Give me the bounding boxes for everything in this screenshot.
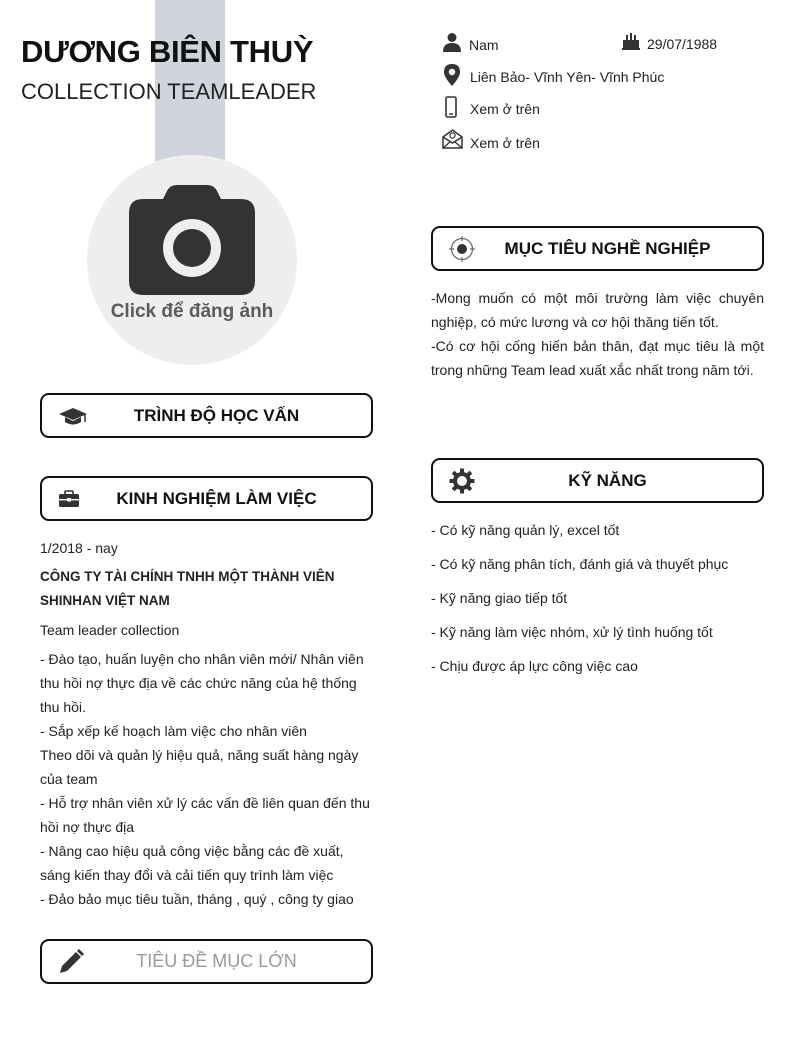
skills-list[interactable] bbox=[431, 518, 771, 678]
education-section-title: TRÌNH ĐỘ HỌC VẤN bbox=[133, 405, 300, 425]
photo-upload[interactable] bbox=[87, 155, 297, 365]
candidate-name[interactable]: DƯƠNG BIÊN THUỲ bbox=[21, 34, 314, 69]
skill-item: - Kỹ năng làm việc nhóm, xử lý tình huống tốt bbox=[431, 624, 713, 640]
objective-section-header[interactable] bbox=[431, 226, 764, 271]
birthday-value: 29/07/1988 bbox=[647, 36, 718, 52]
objective-line: -Mong muốn có một môi trường làm việc chuyên nghiệp, có mức lương và cơ hội thăng tiến tốt. bbox=[431, 290, 764, 330]
skill-item: - Kỹ năng giao tiếp tốt bbox=[431, 590, 568, 606]
duty-item: Theo dõi và quản lý hiệu quả, năng suất hàng ngày của team bbox=[40, 747, 359, 787]
objective-text[interactable] bbox=[431, 286, 764, 382]
birthday-cake-icon bbox=[622, 32, 640, 50]
experience-duties[interactable] bbox=[40, 647, 373, 911]
photo-caption: Click để đăng ảnh bbox=[110, 301, 274, 322]
contact-birthday[interactable] bbox=[622, 32, 717, 50]
duty-item: - Hỗ trợ nhân viên xử lý các vấn đề liên quan đến thu hồi nợ thực địa bbox=[40, 795, 370, 835]
skill-item: - Chịu được áp lực công việc cao bbox=[431, 658, 638, 674]
experience-role[interactable]: Team leader collection bbox=[40, 622, 180, 638]
objective-section-title: MỤC TIÊU NGHỀ NGHIỆP bbox=[504, 238, 711, 258]
candidate-title[interactable]: COLLECTION TEAMLEADER bbox=[21, 79, 317, 104]
address-value: Liên Bảo- Vĩnh Yên- Vĩnh Phúc bbox=[470, 69, 665, 85]
skills-section-header[interactable] bbox=[431, 458, 764, 503]
duty-item: - Nâng cao hiệu quả công việc bằng các đề xuất, sáng kiến thay đổi và cải tiến quy trình làm việc bbox=[40, 843, 344, 883]
contact-gender[interactable] bbox=[442, 32, 499, 52]
gender-value: Nam bbox=[469, 37, 499, 53]
objective-line: -Có cơ hội cống hiến bản thân, đạt mục tiêu là một trong những Team lead xuất xắc nhất trong năm tới. bbox=[431, 338, 764, 378]
experience-period[interactable]: 1/2018 - nay bbox=[40, 540, 118, 556]
experience-section-title: KINH NGHIỆM LÀM VIỆC bbox=[116, 488, 317, 508]
experience-section-header[interactable] bbox=[40, 476, 373, 521]
camera-icon bbox=[129, 185, 255, 295]
skills-section-title: KỸ NĂNG bbox=[568, 470, 647, 490]
phone-value: Xem ở trên bbox=[470, 101, 540, 117]
duty-item: - Sắp xếp kế hoạch làm việc cho nhân viên bbox=[40, 723, 307, 739]
duty-item: - Đảo bảo mục tiêu tuần, tháng , quý , công ty giao bbox=[40, 891, 354, 907]
email-value: Xem ở trên bbox=[470, 134, 540, 151]
mobile-phone-icon bbox=[444, 96, 458, 118]
contact-phone[interactable] bbox=[444, 96, 540, 118]
duty-item: - Đào tạo, huấn luyện cho nhân viên mới/ Nhân viên thu hồi nợ thực địa về các chức năng của hệ thống thu hồi. bbox=[40, 651, 364, 715]
person-icon bbox=[442, 32, 462, 52]
contact-email[interactable] bbox=[442, 128, 540, 149]
experience-company[interactable]: CÔNG TY TÀI CHÍNH TNHH MỘT THÀNH VIÊN SHINHAN VIỆT NAM bbox=[40, 569, 335, 608]
skill-item: - Có kỹ năng quản lý, excel tốt bbox=[431, 522, 620, 538]
placeholder-section-header[interactable] bbox=[40, 939, 373, 984]
education-section-header[interactable] bbox=[40, 393, 373, 438]
contact-address[interactable] bbox=[442, 64, 664, 86]
location-pin-icon bbox=[442, 64, 462, 86]
skill-item: - Có kỹ năng phân tích, đánh giá và thuyết phục bbox=[431, 556, 729, 572]
placeholder-section-title: TIÊU ĐỀ MỤC LỚN bbox=[136, 951, 297, 971]
email-envelope-icon bbox=[442, 128, 463, 149]
